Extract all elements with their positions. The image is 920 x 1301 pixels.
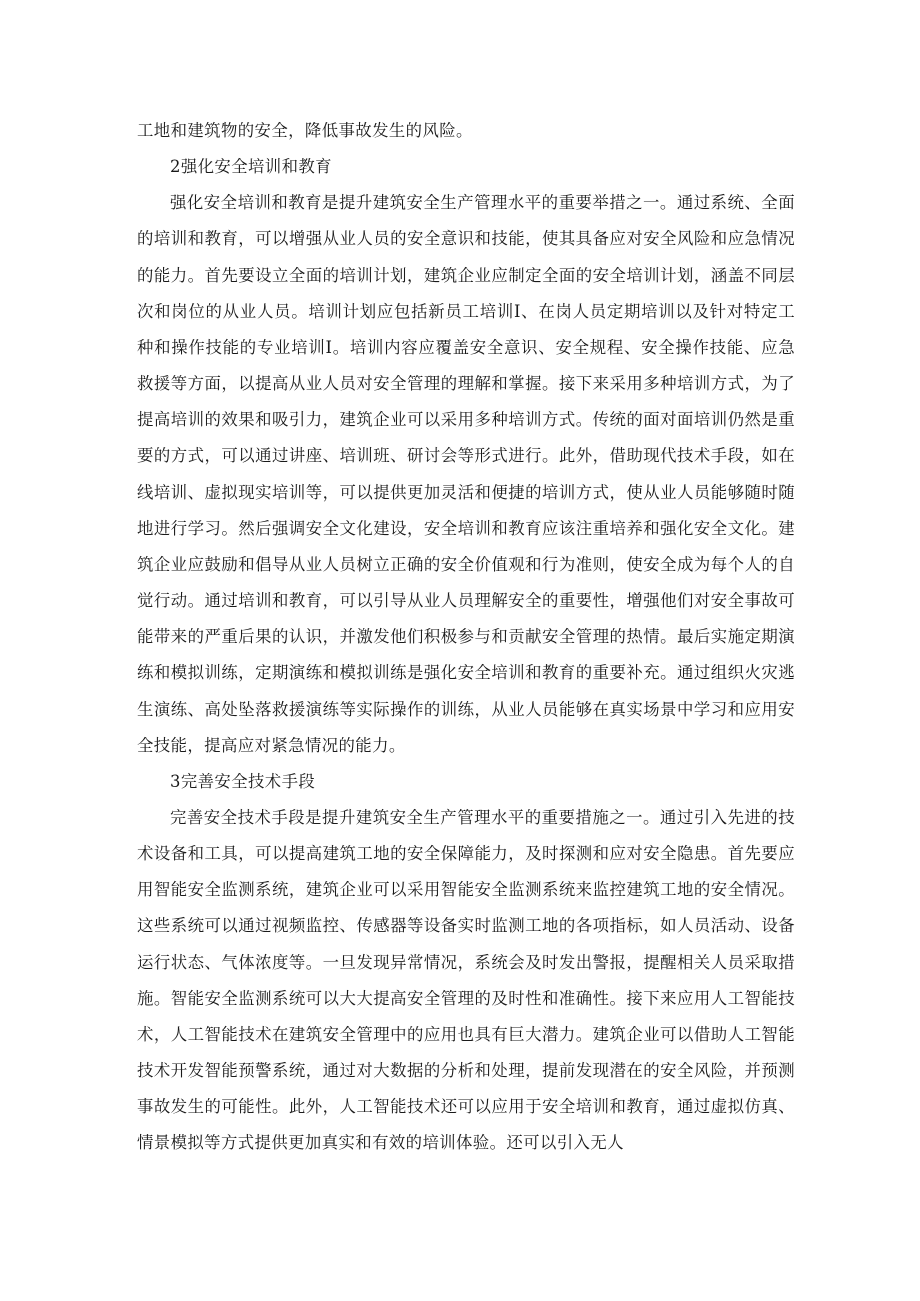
paragraph-safety-technology: 完善安全技术手段是提升建筑安全生产管理水平的重要措施之一。通过引入先进的技术设备和工具，可以提高建筑工地的安全保障能力，及时探测和应对安全隐患。首先要应用智能安全监测系统，建筑企业可以采用智能安全监测系统来监控建筑工地的安全情况。这些系统可以通过视频监控、传感器等设备实时监测工地的各项指标，如人员活动、设备运行状态、气体浓度等。一旦发现异常情况，系统会及时发出警报，提醒相关人员采取措施。智能安全监测系统可以大大提高安全管理的及时性和准确性。接下来应用人工智能技术，人工智能技术在建筑安全管理中的应用也具有巨大潜力。建筑企业可以借助人工智能技术开发智能预警系统，通过对大数据的分析和处理，提前发现潜在的安全风险，并预测事故发生的可能性。此外，人工智能技术还可以应用于安全培训和教育，通过虚拟仿真、情景模拟等方式提供更加真实和有效的培训体验。还可以引入无人	[137, 807, 795, 1153]
section-heading-3: 3完善安全技术手段	[170, 771, 316, 791]
paragraph-safety-training: 强化安全培训和教育是提升建筑安全生产管理水平的重要举措之一。通过系统、全面的培训和教育，可以增强从业人员的安全意识和技能，使其具备应对安全风险和应急情况的能力。首先要设立全面的培训计划，建筑企业应制定全面的安全培训计划，涵盖不同层次和岗位的从业人员。培训计划应包括新员工培训I、在岗人员定期培训以及针对特定工种和操作技能的专业培训I。培训内容应覆盖安全意识、安全规程、安全操作技能、应急救援等方面，以提高从业人员对安全管理的理解和掌握。接下来采用多种培训方式，为了提高培训的效果和吸引力，建筑企业可以采用多种培训方式。传统的面对面培训仍然是重要的方式，可以通过讲座、培训班、研讨会等形式进行。此外，借助现代技术手段，如在线培训、虚拟现实培训等，可以提供更加灵活和便捷的培训方式，使从业人员能够随时随地进行学习。然后强调安全文化建设，安全培训和教育应该注重培养和强化安全文化。建筑企业应鼓励和倡导从业人员树立正确的安全价值观和行为准则，使安全成为每个人的自觉行动。通过培训和教育，可以引导从业人员理解安全的重要性，增强他们对安全事故可能带来的严重后果的认识，并激发他们积极参与和贡献安全管理的热情。最后实施定期演练和模拟训练，定期演练和模拟训练是强化安全培训和教育的重要补充。通过组织火灾逃生演练、高处坠落救援演练等实际操作的训练，从业人员能够在真实场景中学习和应用安全技能，提高应对紧急情况的能力。	[137, 193, 795, 755]
section-heading-2: 2强化安全培训和教育	[170, 157, 332, 177]
document-body	[137, 113, 795, 1162]
paragraph-continued: 工地和建筑物的安全，降低事故发生的风险。	[137, 121, 473, 140]
